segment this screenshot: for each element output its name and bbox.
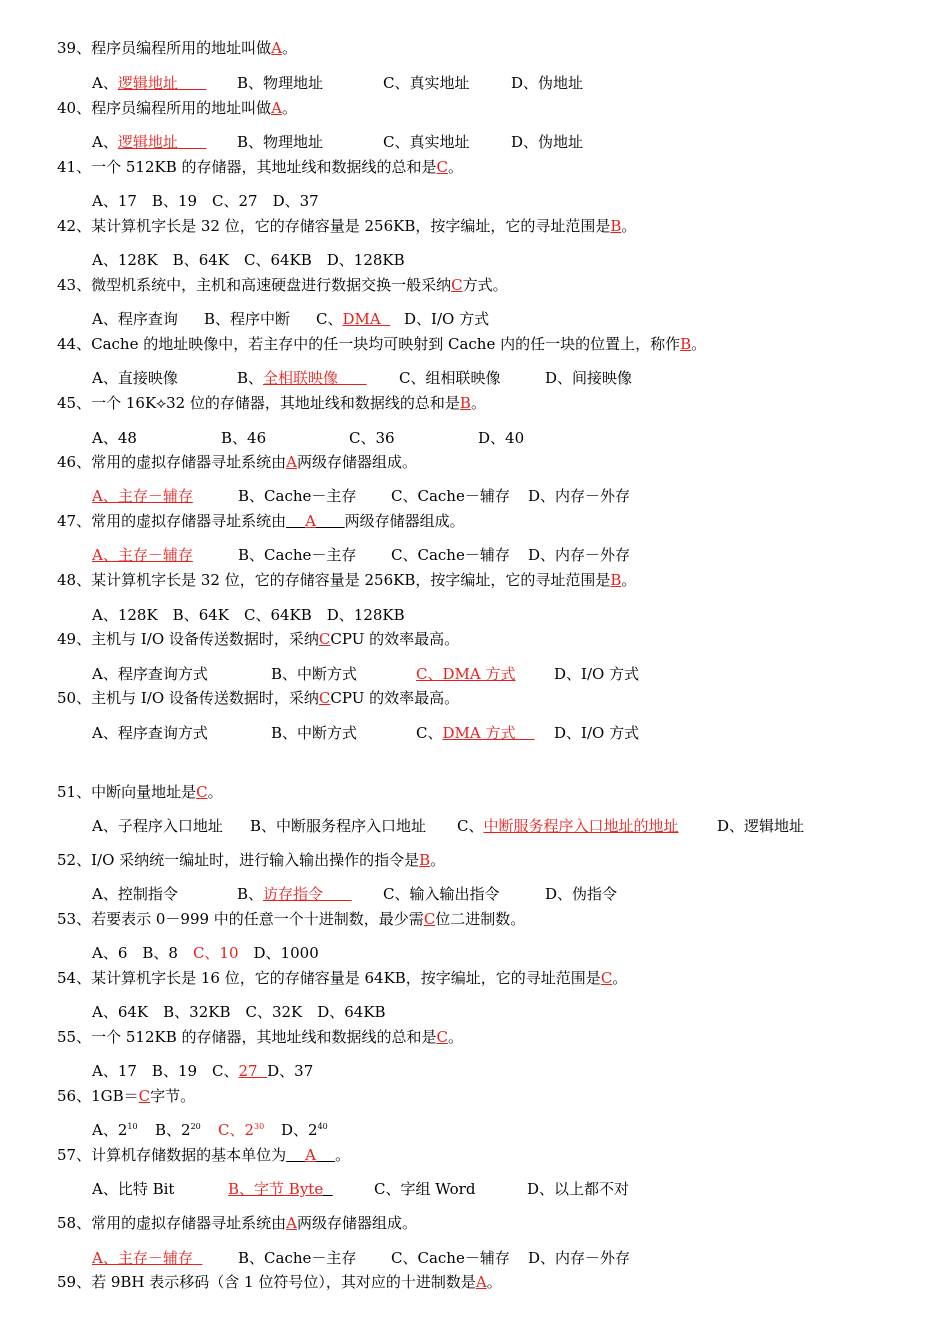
question-text: 49、主机与 I/O 设备传送数据时，采纳 [57,630,319,648]
option-b [155,1120,201,1140]
question-text-end: 。 [691,335,707,353]
option-d: D、间接映像 [545,369,633,387]
question-text-end: 。 [430,851,446,869]
question-text-end: 两级存储器组成。 [344,512,465,530]
option-a-label: A、2 [92,1121,128,1139]
option-c: C、36 [349,429,395,447]
answer-key: C [436,158,448,176]
option-a: A、直接映像 [92,369,178,387]
answer-key: B [419,851,431,869]
question-46 [57,452,417,472]
options-55 [92,1061,313,1081]
option-a: A、程序查询方式 [92,665,208,683]
option-d: D、I/O 方式 [554,724,640,742]
option-c-answer: 27 [238,1062,258,1080]
answer-key: B [459,394,471,412]
answer-key: C [436,1028,448,1046]
option-a [92,1248,202,1268]
answer-underline [258,1062,268,1080]
option-a-answer: 逻辑地址 [117,74,178,92]
question-text-end: 。 [207,783,223,801]
option-c-label: C、 [416,724,443,742]
question-text-end: 字节。 [150,1087,196,1105]
option-d: D、内存－外存 [528,487,631,505]
option-a: A、比特 Bit [92,1180,175,1198]
option-b-label: B、 [237,369,264,387]
option-b-answer: 访存指令 [263,885,324,903]
answer-key: A [286,453,297,471]
answer-underline [515,724,534,742]
answer-blank [286,1146,305,1164]
option-a-label: A、 [92,74,118,92]
question-text-end: CPU 的效率最高。 [330,630,460,648]
answer-underline [338,369,367,387]
question-text: 50、主机与 I/O 设备传送数据时，采纳 [57,689,319,707]
question-42 [57,216,636,236]
question-text-end: 。 [486,1273,502,1291]
option-c [416,723,535,743]
option-a: A、控制指令 [92,885,178,903]
question-text: 46、常用的虚拟存储器寻址系统由 [57,453,287,471]
option-c-label: C、2 [218,1121,255,1139]
question-text: 51、中断向量地址是 [57,783,197,801]
question-51 [57,782,223,802]
question-56 [57,1086,195,1106]
option-b-label: B、 [237,885,264,903]
question-39 [57,38,297,58]
option-a: A、程序查询方式 [92,724,208,742]
options-42: A、128K B、64K C、64KB D、128KB [92,251,405,269]
option-d: D、伪指令 [545,885,618,903]
options-39 [92,73,206,93]
answer-key: C [600,969,613,987]
options-40 [92,132,206,152]
answer-underline [323,1180,333,1198]
option-d: D、内存－外存 [528,546,631,564]
question-59 [57,1272,502,1292]
option-d: D、内存－外存 [528,1249,631,1267]
question-text: 43、微型机系统中，主机和高速硬盘进行数据交换一般采纳 [57,276,452,294]
answer-underline [193,1249,203,1267]
question-52 [57,850,445,870]
option-b [237,368,367,388]
option-c-label: C、 [457,817,484,835]
question-text-end: 。 [621,217,637,235]
options-53 [92,943,319,963]
question-50 [57,688,459,708]
option-c: C、Cache－辅存 [391,1249,510,1267]
option-b-label: B、2 [155,1121,191,1139]
option-d: D、伪地址 [511,133,584,151]
option-c-answer: C、DMA 方式 [416,665,516,683]
option-c: C、真实地址 [383,74,470,92]
option-c: C、Cache－辅存 [391,487,510,505]
answer-key: B [610,571,622,589]
question-text-end: 。 [470,394,486,412]
question-41 [57,157,463,177]
question-text-end: 。 [447,1028,463,1046]
answer-key: C [318,689,331,707]
question-text: 58、常用的虚拟存储器寻址系统由 [57,1214,287,1232]
question-45 [57,393,486,413]
exponent: 30 [254,1122,265,1131]
question-text: 45、一个 16K⟡32 位的存储器，其地址线和数据线的总和是 [57,394,460,412]
question-text: 56、1GB＝ [57,1087,139,1105]
option-b [237,884,352,904]
answer-key: A [305,512,317,530]
option-c-answer: C、10 [192,944,239,962]
answer-key: C [318,630,331,648]
option-b: B、物理地址 [237,74,324,92]
option-b: B、物理地址 [237,133,324,151]
question-text-end: 。 [612,969,628,987]
question-44 [57,334,706,354]
option-b: B、中断方式 [271,724,358,742]
option-b: B、Cache－主存 [238,1249,357,1267]
option-c-answer [218,1120,264,1140]
question-text: 55、一个 512KB 的存储器，其地址线和数据线的总和是 [57,1028,437,1046]
option-a: A、子程序入口地址 [92,817,223,835]
answer-key: A [305,1146,317,1164]
option-b: B、Cache－主存 [238,487,357,505]
answer-key: A [271,99,282,117]
question-text-end: 方式。 [462,276,508,294]
options-48: A、128K B、64K C、64KB D、128KB [92,606,405,624]
answer-key: B [680,335,692,353]
question-text: 57、计算机存储数据的基本单位为 [57,1146,287,1164]
option-c-label: C、 [316,310,343,328]
question-43 [57,275,508,295]
question-54 [57,968,627,988]
option-b: B、程序中断 [204,310,291,328]
option-d: D、逻辑地址 [717,817,805,835]
question-57 [57,1145,350,1165]
question-text: 40、程序员编程所用的地址叫做 [57,99,272,117]
question-text-end: 两级存储器组成。 [296,453,417,471]
question-48 [57,570,636,590]
option-c: C、Cache－辅存 [391,546,510,564]
question-text: 42、某计算机字长是 32 位，它的存储容量是 256KB，按字编址，它的寻址范围是 [57,217,611,235]
option-b: B、Cache－主存 [238,546,357,564]
question-text-end: 。 [335,1146,351,1164]
option-a-answer: A、主存－辅存 [92,546,193,564]
answer-underline [381,310,391,328]
option-c: C、输入输出指令 [383,885,500,903]
answer-underline [178,133,207,151]
question-text: 52、I/O 采纳统一编址时，进行输入输出操作的指令是 [57,851,420,869]
answer-blank [316,512,345,530]
option-c [316,309,390,329]
question-text: 59、若 9BH 表示移码（含 1 位符号位），其对应的十进制数是 [57,1273,476,1291]
exponent: 10 [127,1122,138,1131]
options-41: A、17 B、19 C、27 D、37 [92,192,319,210]
question-text-end: 两级存储器组成。 [296,1214,417,1232]
option-a [92,1120,138,1140]
option-c-answer: DMA [342,310,381,328]
option-c-answer: DMA 方式 [442,724,516,742]
exponent: 20 [190,1122,201,1131]
question-text-end: CPU 的效率最高。 [330,689,460,707]
option-d: D、以上都不对 [527,1180,630,1198]
answer-key: C [196,783,208,801]
option-c [457,816,679,836]
question-58 [57,1213,417,1233]
option-b-answer: B、字节 Byte [228,1180,324,1198]
option-d: D、37 [267,1062,314,1080]
question-text-end: 位二进制数。 [435,910,526,928]
option-b-answer: 全相联映像 [263,369,339,387]
option-d-label: D、2 [281,1121,318,1139]
answer-key: A [475,1273,487,1291]
option-b: B、46 [221,429,267,447]
options-54: A、64K B、32KB C、32K D、64KB [92,1003,386,1021]
question-55 [57,1027,463,1047]
option-a-answer: A、主存－辅存 [92,487,193,505]
question-text: 48、某计算机字长是 32 位，它的存储容量是 256KB，按字编址，它的寻址范围是 [57,571,611,589]
question-47 [57,511,465,531]
question-text: 39、程序员编程所用的地址叫做 [57,39,272,57]
question-text: 44、Cache 的地址映像中，若主存中的任一块均可映射到 Cache 内的任一块的位置上，称作 [57,335,681,353]
answer-key: A [271,39,282,57]
option-d: D、I/O 方式 [554,665,640,683]
answer-underline [178,74,207,92]
answer-key: C [423,910,436,928]
option-b: B、中断方式 [271,665,358,683]
option-a-b-label: A、17 B、19 C、 [92,1062,239,1080]
question-49 [57,629,459,649]
option-d [281,1120,328,1140]
question-text: 47、常用的虚拟存储器寻址系统由 [57,512,287,530]
option-d: D、1000 [238,944,319,962]
option-b: B、中断服务程序入口地址 [250,817,427,835]
option-c: C、组相联映像 [399,369,501,387]
question-text: 54、某计算机字长是 16 位，它的存储容量是 64KB，按字编址，它的寻址范围是 [57,969,601,987]
question-text-end: 。 [281,39,297,57]
answer-key: A [286,1214,297,1232]
question-text-end: 。 [281,99,297,117]
option-b [228,1179,333,1199]
option-c-answer: 中断服务程序入口地址的地址 [483,817,679,835]
answer-blank [286,512,305,530]
option-c: C、真实地址 [383,133,470,151]
exponent: 40 [317,1122,328,1131]
option-d: D、伪地址 [511,74,584,92]
question-text: 41、一个 512KB 的存储器，其地址线和数据线的总和是 [57,158,437,176]
option-a: A、程序查询 [92,310,178,328]
option-a-answer: 逻辑地址 [117,133,178,151]
answer-underline [323,885,352,903]
question-text-end: 。 [447,158,463,176]
answer-blank [316,1146,335,1164]
question-40 [57,98,297,118]
option-a-label: A、 [92,133,118,151]
option-a-answer: A、主存－辅存 [92,1249,193,1267]
answer-key: B [610,217,622,235]
option-a: A、48 [92,429,137,447]
option-d: D、I/O 方式 [404,310,490,328]
answer-key: C [451,276,463,294]
option-c: C、字组 Word [374,1180,476,1198]
option-d: D、40 [478,429,525,447]
option-a-b: A、6 B、8 [92,944,193,962]
question-53 [57,909,525,929]
question-text: 53、若要表示 0－999 中的任意一个十进制数，最少需 [57,910,424,928]
answer-key: C [138,1087,151,1105]
question-text-end: 。 [621,571,637,589]
